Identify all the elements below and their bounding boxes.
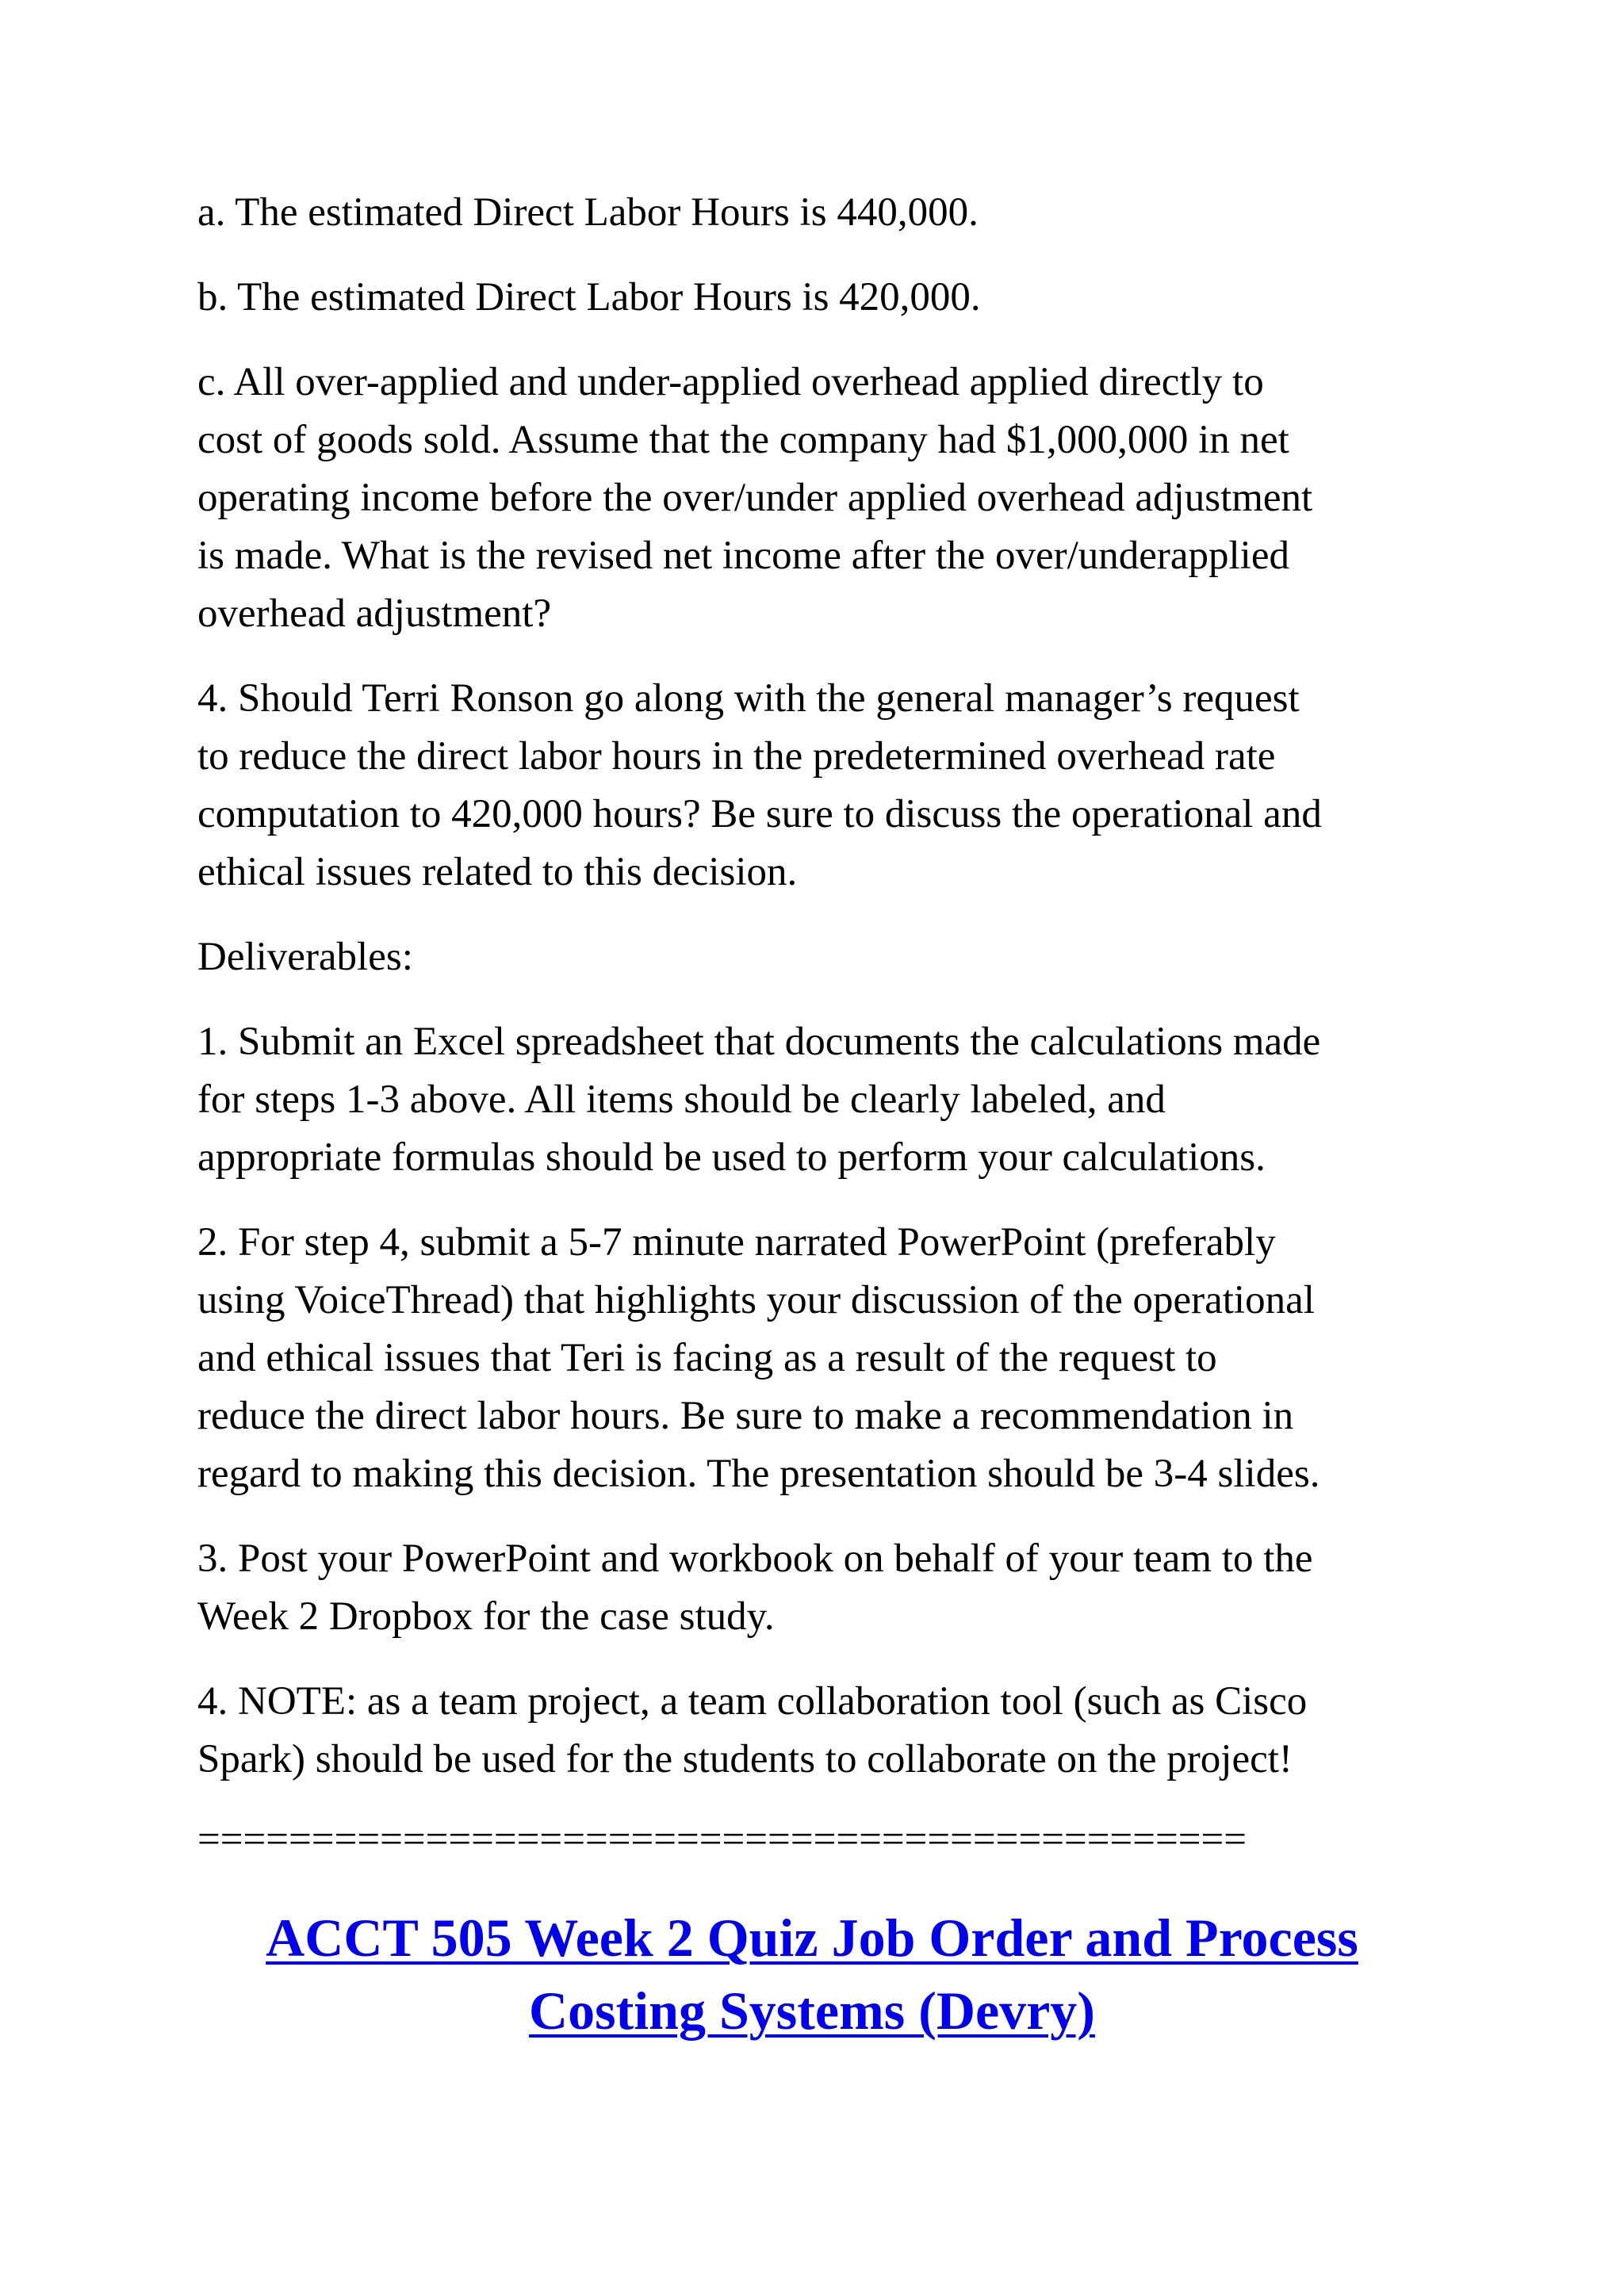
text-line: 4. Should Terri Ronson go along with the general manager’s request [197,676,1300,721]
text-line: Deliverables: [197,935,413,979]
deliverable-4 [197,1673,1419,1789]
text-line: for steps 1-3 above. All items should be clearly labeled, and [197,1077,1166,1122]
text-line: Spark) should be used for the students to collaborate on the project! [197,1737,1293,1781]
course-title-link-line-1[interactable]: ACCT 505 Week 2 Quiz Job Order and Process [266,1908,1358,1968]
text-line: 3. Post your PowerPoint and workbook on behalf of your team to the [197,1536,1313,1581]
text-line: is made. What is the revised net income after the over/underapplied [197,534,1289,578]
text-line: ethical issues related to this decision. [197,850,798,894]
deliverable-3 [197,1530,1419,1646]
paragraph-b [197,269,1419,327]
document-body [197,184,1419,1863]
text-line: using VoiceThread) that highlights your discussion of the operational [197,1278,1315,1322]
text-line: to reduce the direct labor hours in the predetermined overhead rate [197,734,1276,779]
text-line: appropriate formulas should be used to perform your calculations. [197,1135,1266,1180]
text-line: 4. NOTE: as a team project, a team collaboration tool (such as Cisco [197,1679,1308,1724]
text-line: regard to making this decision. The presentation should be 3-4 slides. [197,1452,1320,1496]
text-line: cost of goods sold. Assume that the company had $1,000,000 in net [197,418,1289,462]
text-line: operating income before the over/under applied overhead adjustment [197,476,1313,520]
text-line: overhead adjustment? [197,591,552,636]
deliverables-heading [197,928,1419,986]
paragraph-c [197,354,1419,643]
separator-line: ============================================== [197,1817,1247,1862]
text-line: 1. Submit an Excel spreadsheet that documents the calculations made [197,1020,1321,1064]
text-line: b. The estimated Direct Labor Hours is 420,000. [197,275,981,320]
paragraph-a [197,184,1419,242]
text-line: Week 2 Dropbox for the case study. [197,1594,775,1639]
text-line: and ethical issues that Teri is facing as a result of the request to [197,1336,1217,1380]
text-line: reduce the direct labor hours. Be sure to make a recommendation in [197,1394,1294,1438]
text-line: a. The estimated Direct Labor Hours is 440,000. [197,190,979,235]
text-line: 2. For step 4, submit a 5-7 minute narrated PowerPoint (preferably [197,1220,1276,1265]
course-link-block [0,1901,1624,2047]
text-line: computation to 420,000 hours? Be sure to discuss the operational and [197,792,1322,836]
course-title-link-line-2[interactable]: Costing Systems (Devry) [529,1980,1095,2041]
deliverable-2 [197,1214,1419,1503]
deliverable-1 [197,1013,1419,1187]
text-line: c. All over-applied and under-applied overhead applied directly to [197,360,1264,404]
question-4 [197,670,1419,901]
